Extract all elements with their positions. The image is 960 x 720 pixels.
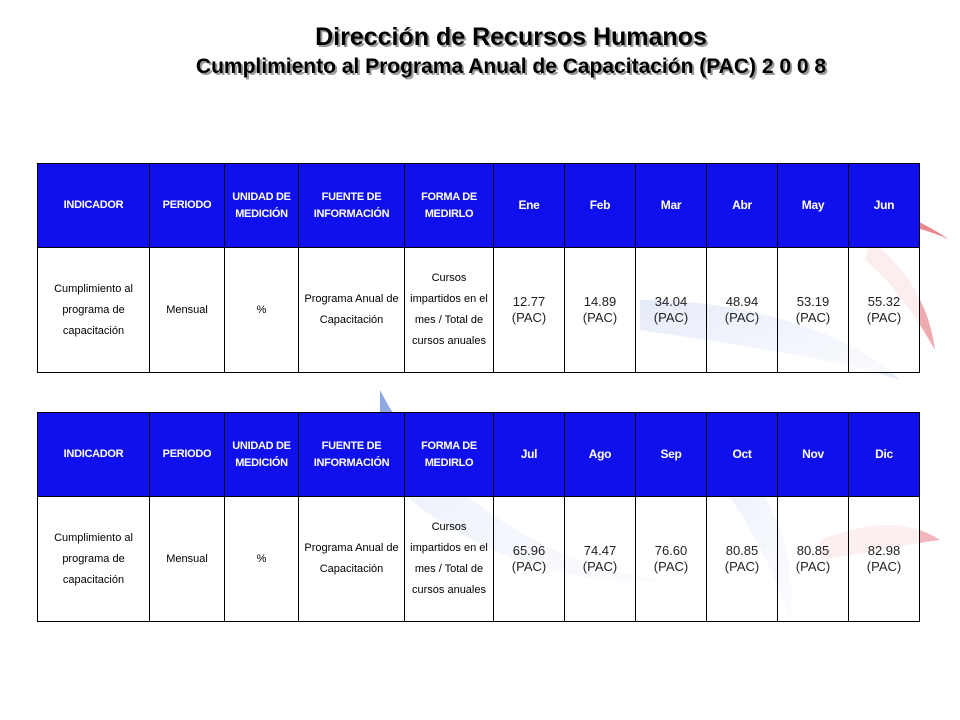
cell-fuente: Programa Anual de Capacitación — [299, 248, 405, 373]
header-month: Ago — [565, 413, 636, 497]
cell-unidad: % — [225, 248, 299, 373]
header-periodo: PERIODO — [150, 164, 225, 248]
header-month: Dic — [849, 413, 920, 497]
cell-value: 55.32 (PAC) — [849, 248, 920, 373]
cell-fuente: Programa Anual de Capacitación — [299, 497, 405, 622]
title-block — [0, 22, 960, 80]
header-month: Oct — [707, 413, 778, 497]
header-fuente: FUENTE DE INFORMACIÓN — [299, 413, 405, 497]
header-periodo: PERIODO — [150, 413, 225, 497]
cell-value: 80.85 (PAC) — [707, 497, 778, 622]
cell-indicador: Cumplimiento al programa de capacitación — [38, 497, 150, 622]
header-indicador: INDICADOR — [38, 413, 150, 497]
header-month: Nov — [778, 413, 849, 497]
header-month: Feb — [565, 164, 636, 248]
cell-indicador: Cumplimiento al programa de capacitación — [38, 248, 150, 373]
cell-value: 48.94 (PAC) — [707, 248, 778, 373]
cell-value: 82.98 (PAC) — [849, 497, 920, 622]
table-jan-jun — [37, 163, 920, 373]
cell-value: 53.19 (PAC) — [778, 248, 849, 373]
header-month: Ene — [494, 164, 565, 248]
table-header-row — [38, 164, 920, 248]
cell-value: 14.89 (PAC) — [565, 248, 636, 373]
cell-value: 74.47 (PAC) — [565, 497, 636, 622]
table-row — [38, 497, 920, 622]
header-month: Sep — [636, 413, 707, 497]
header-month: Jul — [494, 413, 565, 497]
page-title: Dirección de Recursos Humanos — [315, 23, 707, 51]
header-fuente: FUENTE DE INFORMACIÓN — [299, 164, 405, 248]
cell-value: 65.96 (PAC) — [494, 497, 565, 622]
header-month: Mar — [636, 164, 707, 248]
header-month: Abr — [707, 164, 778, 248]
cell-periodo: Mensual — [150, 497, 225, 622]
header-month: Jun — [849, 164, 920, 248]
cell-value: 76.60 (PAC) — [636, 497, 707, 622]
cell-value: 80.85 (PAC) — [778, 497, 849, 622]
page-subtitle: Cumplimiento al Programa Anual de Capacitación (PAC) 2 0 0 8 — [195, 55, 827, 78]
cell-value: 34.04 (PAC) — [636, 248, 707, 373]
table-row — [38, 248, 920, 373]
header-indicador: INDICADOR — [38, 164, 150, 248]
cell-forma: Cursos impartidos en el mes / Total de cursos anuales — [405, 497, 494, 622]
cell-value: 12.77 (PAC) — [494, 248, 565, 373]
cell-unidad: % — [225, 497, 299, 622]
header-forma: FORMA DE MEDIRLO — [405, 413, 494, 497]
table-header-row — [38, 413, 920, 497]
header-forma: FORMA DE MEDIRLO — [405, 164, 494, 248]
table-jul-dec — [37, 412, 920, 622]
header-unidad: UNIDAD DE MEDICIÓN — [225, 413, 299, 497]
header-month: May — [778, 164, 849, 248]
cell-periodo: Mensual — [150, 248, 225, 373]
header-unidad: UNIDAD DE MEDICIÓN — [225, 164, 299, 248]
cell-forma: Cursos impartidos en el mes / Total de cursos anuales — [405, 248, 494, 373]
